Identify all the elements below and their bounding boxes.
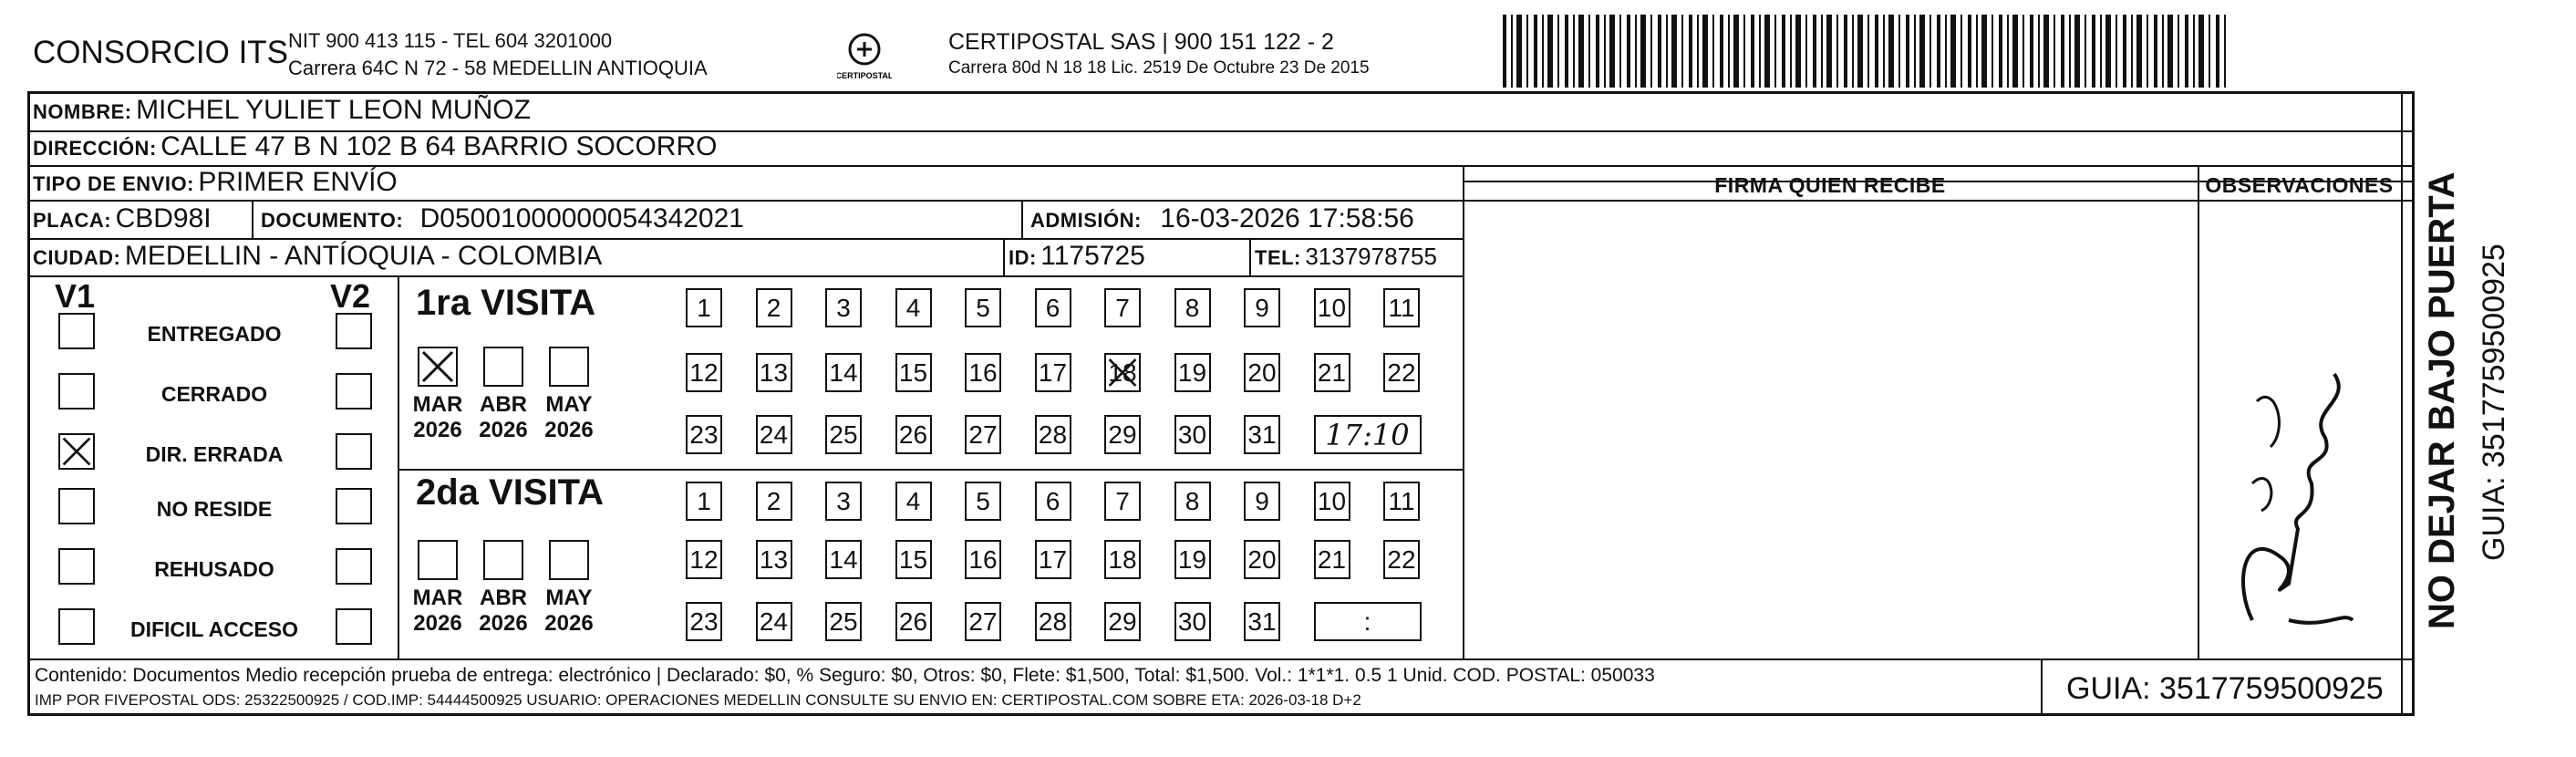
ciudad-label: CIUDAD: xyxy=(33,246,121,269)
col-divider xyxy=(252,200,253,238)
day-box[interactable] xyxy=(686,288,722,327)
status-label: NO RESIDE xyxy=(156,497,273,521)
day-box[interactable] xyxy=(756,415,792,454)
day-box[interactable] xyxy=(1174,540,1211,579)
barcode xyxy=(1503,15,2229,88)
day-box[interactable] xyxy=(1035,415,1071,454)
day-box[interactable] xyxy=(825,415,862,454)
status-v2-checkbox[interactable] xyxy=(336,608,372,645)
day-box[interactable] xyxy=(1174,482,1211,521)
day-box[interactable] xyxy=(1244,288,1280,327)
month-year: 2026 xyxy=(413,611,462,636)
day-box[interactable] xyxy=(825,288,862,327)
month-checkbox[interactable] xyxy=(483,540,523,580)
observaciones-header: OBSERVACIONES xyxy=(2205,173,2394,197)
day-box[interactable] xyxy=(1314,482,1350,521)
handwritten-time: 17:10 xyxy=(1325,417,1410,452)
nombre-row xyxy=(33,95,531,126)
day-number: 16 xyxy=(968,358,998,387)
day-box[interactable] xyxy=(1174,288,1211,327)
day-box[interactable] xyxy=(1174,353,1211,392)
company-nit-line: NIT 900 413 115 - TEL 604 3201000 xyxy=(288,29,613,52)
day-number: 13 xyxy=(759,358,789,387)
day-box[interactable] xyxy=(895,540,932,579)
visit1-title: 1ra VISITA xyxy=(416,283,596,323)
status-v1-checkbox[interactable] xyxy=(58,313,95,349)
day-box[interactable] xyxy=(686,482,722,521)
placa-cell xyxy=(33,203,212,234)
day-box[interactable] xyxy=(1035,482,1071,521)
day-number: 7 xyxy=(1115,486,1130,515)
certipostal-logo xyxy=(837,29,892,84)
day-number: 28 xyxy=(1038,420,1068,449)
day-number: 28 xyxy=(1038,607,1068,636)
admision-value: 16-03-2026 17:58:56 xyxy=(1160,203,1414,233)
status-label: DIFICIL ACCESO xyxy=(129,617,298,641)
day-number: 16 xyxy=(968,544,998,574)
tipo-value: PRIMER ENVÍO xyxy=(198,167,398,197)
day-box[interactable] xyxy=(1383,482,1420,521)
row-divider xyxy=(27,275,1463,277)
day-number: 20 xyxy=(1247,544,1277,574)
footer-print-line: IMP POR FIVEPOSTAL ODS: 25322500925 / COD.IMP: 54444500925 USUARIO: OPERACIONES MEDELLIN CONSULTE SU ENVIO EN: CERTIPOSTAL.COM SOBRE ETA: 2026-03-18 D+2 xyxy=(35,691,1361,709)
day-box[interactable] xyxy=(1383,288,1420,327)
day-number: 3 xyxy=(836,486,851,515)
month-label: MAY xyxy=(545,392,593,417)
day-number: 9 xyxy=(1255,486,1269,515)
day-box[interactable] xyxy=(1314,540,1350,579)
day-number: 4 xyxy=(905,293,921,322)
company-address-line: Carrera 64C N 72 - 58 MEDELLIN ANTIOQUIA xyxy=(288,57,708,79)
status-label: DIR. ERRADA xyxy=(145,442,284,466)
day-number: 1 xyxy=(697,486,711,515)
admision-cell xyxy=(1030,203,1414,234)
placa-label: PLACA: xyxy=(33,209,112,232)
nombre-label: NOMBRE: xyxy=(33,100,132,123)
day-box[interactable] xyxy=(1035,353,1071,392)
day-box[interactable] xyxy=(686,415,722,454)
day-box[interactable] xyxy=(825,482,862,521)
check-x-mark xyxy=(60,435,93,468)
month-year: 2026 xyxy=(479,611,528,636)
day-number: 6 xyxy=(1045,293,1060,322)
day-box[interactable] xyxy=(1383,540,1420,579)
col-divider xyxy=(1003,238,1005,275)
day-number: 23 xyxy=(689,420,719,449)
day-number: 4 xyxy=(905,486,921,515)
day-number: 26 xyxy=(898,420,928,449)
day-number: 9 xyxy=(1255,293,1269,322)
col-divider xyxy=(398,275,399,658)
day-box[interactable] xyxy=(1244,353,1280,392)
day-box[interactable] xyxy=(895,353,932,392)
v2-header: V2 xyxy=(330,277,371,315)
month-checkbox[interactable] xyxy=(418,347,458,387)
company-name: CONSORCIO ITS xyxy=(33,35,289,70)
admision-label: ADMISIÓN: xyxy=(1030,209,1142,232)
day-box[interactable] xyxy=(1035,602,1071,641)
day-box[interactable] xyxy=(895,482,932,521)
nombre-value: MICHEL YULIET LEON MUÑOZ xyxy=(136,95,531,125)
day-box[interactable] xyxy=(1104,415,1141,454)
day-number: 25 xyxy=(829,607,858,636)
day-number: 24 xyxy=(759,607,789,636)
day-box[interactable] xyxy=(1314,288,1350,327)
placa-value: CBD98I xyxy=(115,203,212,233)
day-number: 22 xyxy=(1387,358,1416,387)
visit-divider xyxy=(398,469,1463,471)
status-label: REHUSADO xyxy=(154,557,274,581)
handwritten-signature xyxy=(2225,347,2371,638)
day-box[interactable] xyxy=(1174,602,1211,641)
status-v2-checkbox[interactable] xyxy=(336,433,372,470)
day-number: 13 xyxy=(759,544,789,574)
time-placeholder: : xyxy=(1363,607,1371,636)
day-number: 7 xyxy=(1115,293,1130,322)
day-number: 30 xyxy=(1177,607,1207,636)
day-box[interactable] xyxy=(825,602,862,641)
col-divider xyxy=(1249,238,1251,275)
day-box[interactable] xyxy=(1104,482,1141,521)
day-number: 8 xyxy=(1185,486,1200,515)
day-box[interactable] xyxy=(686,540,722,579)
day-box[interactable] xyxy=(965,288,1001,327)
day-number: 18 xyxy=(1108,544,1137,574)
day-number: 21 xyxy=(1317,544,1347,574)
day-number: 10 xyxy=(1317,293,1347,322)
direccion-value: CALLE 47 B N 102 B 64 BARRIO SOCORRO xyxy=(160,131,718,161)
side-guia: GUIA: 3517759500925 xyxy=(2477,244,2511,561)
day-number: 19 xyxy=(1177,358,1207,387)
day-box[interactable] xyxy=(756,353,792,392)
day-box[interactable] xyxy=(965,482,1001,521)
day-box[interactable] xyxy=(756,540,792,579)
carrier-address-line: Carrera 80d N 18 18 Lic. 2519 De Octubre 23 De 2015 xyxy=(948,58,1370,78)
status-v2-checkbox[interactable] xyxy=(336,373,372,410)
day-number: 19 xyxy=(1177,544,1207,574)
check-x-mark xyxy=(1106,355,1139,390)
col-divider xyxy=(2041,658,2043,716)
day-number: 6 xyxy=(1045,486,1060,515)
month-checkbox[interactable] xyxy=(418,540,458,580)
footer-divider xyxy=(27,658,2415,660)
day-number: 29 xyxy=(1108,420,1137,449)
status-label: CERRADO xyxy=(160,382,268,406)
logo-text: CERTIPOSTAL xyxy=(837,71,892,80)
id-cell xyxy=(1009,241,1145,272)
documento-cell xyxy=(261,203,744,234)
status-v2-checkbox[interactable] xyxy=(336,313,372,349)
day-number: 14 xyxy=(829,358,858,387)
ciudad-cell xyxy=(33,241,602,272)
day-box[interactable] xyxy=(965,353,1001,392)
id-label: ID: xyxy=(1009,246,1037,269)
footer-guia: GUIA: 3517759500925 xyxy=(2066,671,2384,706)
day-box[interactable] xyxy=(1383,353,1420,392)
day-number: 15 xyxy=(898,544,928,574)
time-box[interactable] xyxy=(1314,602,1422,641)
month-checkbox[interactable] xyxy=(483,347,523,387)
day-box[interactable] xyxy=(1244,540,1280,579)
status-v1-checkbox[interactable] xyxy=(58,373,95,410)
status-v1-checkbox[interactable] xyxy=(58,488,95,524)
id-value: 1175725 xyxy=(1040,241,1145,271)
direccion-label: DIRECCIÓN: xyxy=(33,137,157,160)
day-number: 12 xyxy=(689,544,719,574)
month-year: 2026 xyxy=(544,611,594,636)
tel-label: TEL: xyxy=(1255,246,1301,269)
status-v2-checkbox[interactable] xyxy=(336,488,372,524)
day-box[interactable] xyxy=(686,602,722,641)
day-box[interactable] xyxy=(756,482,792,521)
day-number: 5 xyxy=(976,486,990,515)
day-box[interactable] xyxy=(1244,415,1280,454)
documento-value: D05001000000054342021 xyxy=(419,203,744,233)
month-label: ABR xyxy=(480,392,527,417)
day-number: 30 xyxy=(1177,420,1207,449)
tel-cell xyxy=(1255,243,1437,271)
documento-label: DOCUMENTO: xyxy=(261,209,404,232)
day-box[interactable] xyxy=(895,602,932,641)
day-box[interactable] xyxy=(1104,288,1141,327)
day-number: 11 xyxy=(1388,293,1415,322)
day-box[interactable] xyxy=(1035,540,1071,579)
day-number: 31 xyxy=(1247,607,1277,636)
day-number: 27 xyxy=(968,420,998,449)
day-box[interactable] xyxy=(825,540,862,579)
day-box[interactable] xyxy=(1104,602,1141,641)
check-x-mark xyxy=(419,348,456,385)
day-box[interactable] xyxy=(756,602,792,641)
day-box[interactable] xyxy=(1244,482,1280,521)
carrier-name-line: CERTIPOSTAL SAS | 900 151 122 - 2 xyxy=(948,29,1334,55)
day-box[interactable] xyxy=(965,602,1001,641)
day-number: 3 xyxy=(836,293,851,322)
day-number: 17 xyxy=(1038,358,1068,387)
day-number: 29 xyxy=(1108,607,1137,636)
day-number: 20 xyxy=(1247,358,1277,387)
month-checkbox[interactable] xyxy=(549,347,589,387)
month-label: ABR xyxy=(480,586,527,610)
day-number: 17 xyxy=(1038,544,1068,574)
col-divider xyxy=(1021,200,1023,238)
day-box[interactable] xyxy=(825,353,862,392)
day-box[interactable] xyxy=(1035,288,1071,327)
day-box[interactable] xyxy=(1244,602,1280,641)
day-number: 23 xyxy=(689,607,719,636)
visit2-title: 2da VISITA xyxy=(416,472,604,513)
day-box[interactable] xyxy=(965,415,1001,454)
status-v1-checkbox[interactable] xyxy=(58,548,95,585)
day-box[interactable] xyxy=(1104,540,1141,579)
side-warning: NO DEJAR BAJO PUERTA xyxy=(2422,171,2462,629)
day-box[interactable] xyxy=(756,288,792,327)
row-divider xyxy=(27,238,1463,240)
col-divider xyxy=(1463,165,1464,658)
day-number: 26 xyxy=(898,607,928,636)
col-divider xyxy=(2198,165,2199,658)
status-v1-checkbox[interactable] xyxy=(58,608,95,645)
day-box[interactable] xyxy=(1314,353,1350,392)
day-number: 22 xyxy=(1387,544,1416,574)
month-label: MAR xyxy=(412,392,463,417)
day-number: 25 xyxy=(829,420,858,449)
day-number: 10 xyxy=(1317,486,1347,515)
day-number: 14 xyxy=(829,544,858,574)
day-number: 15 xyxy=(898,358,928,387)
ciudad-value: MEDELLIN - ANTÍOQUIA - COLOMBIA xyxy=(124,241,603,271)
day-number: 31 xyxy=(1247,420,1277,449)
footer-content-line: Contenido: Documentos Medio recepción prueba de entrega: electrónico | Declarado: $0, % Seguro: $0, Otros: $0, Flete: $1,500, Total: $1,500. Vol.: 1*1*1. 0.5 1 Unid. COD. POSTAL: 050033 xyxy=(35,665,1655,686)
day-number: 21 xyxy=(1317,358,1347,387)
day-number: 27 xyxy=(968,607,998,636)
time-box[interactable] xyxy=(1314,415,1422,454)
direccion-row xyxy=(33,131,717,162)
day-box[interactable] xyxy=(895,415,932,454)
month-checkbox[interactable] xyxy=(549,540,589,580)
row-divider xyxy=(27,200,2415,202)
day-box[interactable] xyxy=(895,288,932,327)
status-label: ENTREGADO xyxy=(147,322,282,346)
month-label: MAR xyxy=(412,586,463,610)
day-box[interactable] xyxy=(686,353,722,392)
day-number: 2 xyxy=(766,486,781,515)
tipo-label: TIPO DE ENVIO: xyxy=(33,172,194,195)
month-year: 2026 xyxy=(413,418,462,442)
firma-header: FIRMA QUIEN RECIBE xyxy=(1714,173,1946,197)
status-v1-checkbox[interactable] xyxy=(58,433,95,470)
status-v2-checkbox[interactable] xyxy=(336,548,372,585)
day-number: 1 xyxy=(697,293,711,322)
tipo-row xyxy=(33,167,398,198)
col-divider xyxy=(2401,91,2403,716)
day-number: 12 xyxy=(689,358,719,387)
day-number: 18 xyxy=(1108,358,1137,387)
day-number: 24 xyxy=(759,420,789,449)
day-number: 5 xyxy=(976,293,990,322)
day-box[interactable] xyxy=(1174,415,1211,454)
day-box[interactable] xyxy=(965,540,1001,579)
day-number: 11 xyxy=(1388,486,1415,515)
v1-header: V1 xyxy=(55,277,96,315)
day-number: 8 xyxy=(1185,293,1200,322)
month-year: 2026 xyxy=(544,418,594,442)
tel-value: 3137978755 xyxy=(1305,243,1437,270)
day-box[interactable] xyxy=(1104,353,1141,392)
month-year: 2026 xyxy=(479,418,528,442)
day-number: 2 xyxy=(766,293,781,322)
month-label: MAY xyxy=(545,586,593,610)
